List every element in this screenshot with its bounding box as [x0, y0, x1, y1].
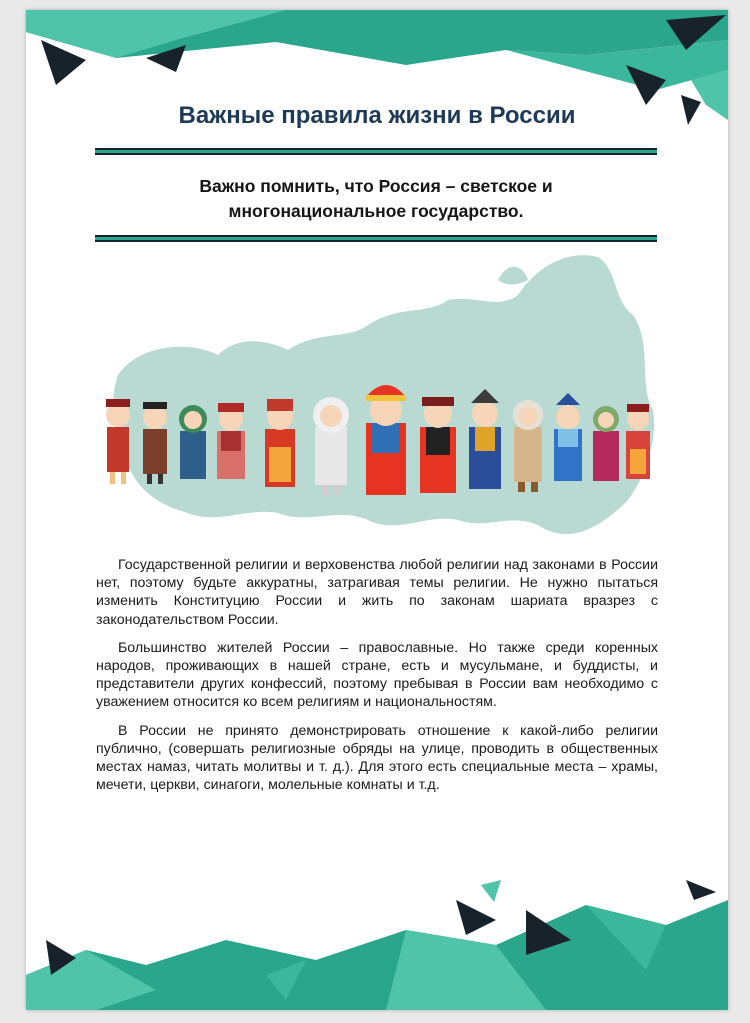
paragraph-3: В России не принято демонстрировать отношение к какой-либо религии публично, (совершать религиозные обряды на улице, проводить в общественных местах намаз, читать молитвы и т. д.). Для этого есть специальные места – храмы, мечети, церкви, синагоги, молельные комнаты и т.д.: [96, 722, 658, 794]
subtitle-line-2: многонациональное государство.: [228, 201, 524, 221]
russia-map-dolls-illustration: [98, 245, 658, 550]
subtitle-line-1: Важно помнить, что Россия – светское и: [199, 176, 553, 196]
brochure-page: [26, 10, 728, 1010]
subtitle-divider: [95, 235, 657, 242]
bottom-decoration: [26, 880, 728, 1010]
subtitle: [95, 174, 657, 224]
paragraph-2: Большинство жителей России – православные. Но также среди коренных народов, проживающих в нашей стране, есть и мусульмане, и буддисты, и представители других конфессий, поэтому пребывая в России вам необходимо с уважением относится ко всем религиям и национальностям.: [96, 639, 658, 711]
title-divider: [95, 148, 657, 155]
paragraph-1: Государственной религии и верховенства любой религии над законами в России нет, поэтому будьте аккуратны, затрагивая темы религии. Не нужно пытаться изменить Конституцию России и жить по законам шариата вразрез с законодательством России.: [96, 557, 658, 628]
page-title: Важные правила жизни в России: [178, 102, 576, 129]
body-text: [96, 556, 658, 804]
